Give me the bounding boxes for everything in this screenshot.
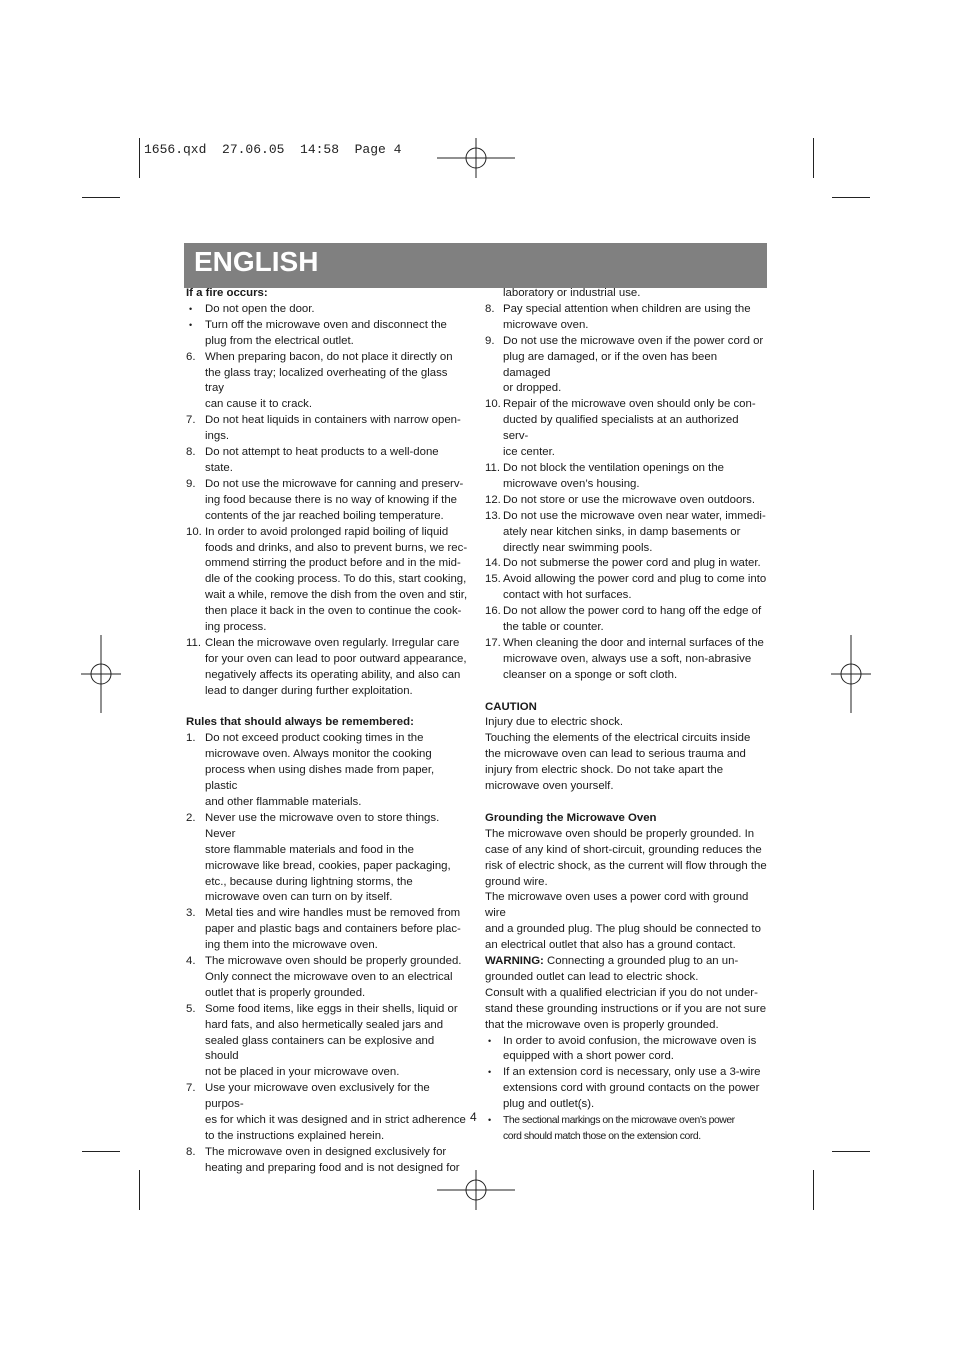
line: Only connect the microwave oven to an electrical	[205, 970, 453, 983]
list-item	[485, 334, 767, 398]
right-column	[485, 286, 767, 1145]
list-item	[485, 461, 767, 493]
line: heating and preparing food and is not designed for	[205, 1161, 460, 1174]
list-item	[186, 811, 468, 906]
line: Repair of the microwave oven should only be con-	[503, 398, 756, 411]
crop-mark	[813, 138, 814, 178]
line: Pay special attention when children are using the	[503, 302, 751, 315]
line: or dropped.	[503, 382, 562, 395]
line: Do not open the door.	[205, 302, 315, 315]
line: lead to danger during further exploitation.	[205, 684, 413, 697]
line: not be placed in your microwave oven.	[205, 1066, 400, 1079]
line: stand these grounding instructions or if you are not sure	[485, 1002, 767, 1015]
line: Never use the microwave oven to store things. Never	[205, 811, 440, 840]
line: the glass tray; localized overheating of the glass tray	[205, 366, 448, 395]
line: injury from electric shock. Do not take apart the	[485, 764, 724, 777]
line: that the microwave oven is properly grounded.	[485, 1018, 719, 1031]
line: an electrical outlet that also has a ground contact.	[485, 939, 736, 952]
item-number: 11.	[485, 461, 500, 474]
list-item	[485, 302, 767, 334]
language-banner	[184, 243, 767, 288]
line: Do not use the microwave oven if the power cord or	[503, 334, 764, 347]
line: contact with hot surfaces.	[503, 589, 632, 602]
crop-mark	[139, 138, 140, 178]
line: equipped with a short power cord.	[503, 1050, 674, 1063]
registration-mark-icon	[437, 138, 517, 178]
bullet-icon: •	[189, 319, 193, 330]
item-number: 10.	[186, 525, 202, 538]
line: microwave oven, always use a soft, non-abrasive	[503, 652, 752, 665]
line: ducted by qualified specialists at an authorized serv-	[503, 414, 739, 443]
line: and other flammable materials.	[205, 795, 362, 808]
crop-mark	[832, 197, 870, 198]
line: Avoid allowing the power cord and plug to come into	[503, 573, 767, 586]
line: risk of electric shock, as the current will flow through the	[485, 859, 767, 872]
line: can cause it to crack.	[205, 398, 312, 411]
line: Some food items, like eggs in their shells, liquid or	[205, 1002, 458, 1015]
line: Turn off the microwave oven and disconnect the	[205, 318, 447, 331]
item-number: 9.	[186, 477, 196, 490]
line: Do not block the ventilation openings on the	[503, 461, 725, 474]
line: The microwave oven should be properly grounded.	[205, 955, 462, 968]
bullet-icon: •	[189, 303, 193, 314]
item-number: 5.	[186, 1002, 196, 1015]
list-item-continuation	[485, 286, 767, 302]
list-item	[485, 1065, 767, 1113]
line: and a grounded plug. The plug should be connected to	[485, 923, 761, 936]
item-number: 7.	[186, 414, 196, 427]
list-item	[186, 413, 468, 445]
line: es for which it was designed and in strict adherence	[205, 1114, 466, 1127]
list-item	[485, 1113, 767, 1145]
line: ing food because there is no way of knowing if the	[205, 493, 458, 506]
item-number: 4.	[186, 955, 196, 968]
line: Use your microwave oven exclusively for the purpos-	[205, 1082, 430, 1111]
line: The microwave oven should be properly grounded. In	[485, 827, 755, 840]
line: ings.	[205, 430, 230, 443]
list-item	[485, 397, 767, 461]
line: ground wire.	[485, 875, 548, 888]
line: When preparing bacon, do not place it directly on	[205, 350, 453, 363]
list-item	[485, 572, 767, 604]
warning-label: WARNING:	[485, 955, 544, 968]
list-item	[186, 477, 468, 525]
rules-heading: Rules that should always be remembered:	[186, 716, 414, 729]
line: store flammable materials and food in the	[205, 843, 414, 856]
list-item	[485, 1034, 767, 1066]
line: The sectional markings on the microwave oven’s power	[503, 1115, 735, 1127]
list-item	[485, 636, 767, 684]
line: then place it back in the oven to continue the cook-	[205, 605, 462, 618]
line: laboratory or industrial use.	[503, 287, 641, 299]
list-item	[186, 731, 468, 811]
fire-heading: If a fire occurs:	[186, 287, 268, 299]
line: ommend stirring the product before and in the mid-	[205, 557, 461, 570]
line: directly near swimming pools.	[503, 541, 653, 554]
item-number: 1.	[186, 732, 196, 745]
line: Do not attempt to heat products to a well-done	[205, 446, 439, 459]
list-item	[186, 525, 468, 636]
bullet-icon: •	[488, 1115, 491, 1126]
banner-title: ENGLISH	[194, 246, 319, 277]
item-number: 3.	[186, 907, 196, 920]
line: The microwave oven uses a power cord with ground wire	[485, 891, 749, 920]
line: Injury due to electric shock.	[485, 716, 624, 729]
line: Do not use the microwave for canning and preserv-	[205, 477, 464, 490]
line: to the instructions explained herein.	[205, 1130, 385, 1143]
list-item	[186, 636, 468, 700]
item-number: 6.	[186, 350, 196, 363]
file-slug: 1656.qxd 27.06.05 14:58 Page 4	[144, 142, 402, 157]
line: paper and plastic bags and containers before plac-	[205, 923, 461, 936]
line: plug and outlet(s).	[503, 1098, 595, 1111]
line: microwave oven. Always monitor the cooking	[205, 748, 432, 761]
line: for your oven can lead to poor outward appearance,	[205, 652, 467, 665]
list-item	[186, 350, 468, 414]
line: microwave oven can turn on by itself.	[205, 891, 393, 904]
line: grounded outlet can lead to electric shock.	[485, 970, 699, 983]
list-item	[485, 509, 767, 557]
line: the table or counter.	[503, 621, 604, 634]
line: etc., because during lightning storms, the	[205, 875, 413, 888]
item-number: 12.	[485, 493, 501, 506]
list-item	[186, 302, 468, 318]
list-item	[485, 556, 767, 572]
line: microwave oven.	[503, 318, 589, 331]
warning-text: Connecting a grounded plug to an un-	[543, 955, 739, 968]
line: process when using dishes made from paper, plastic	[205, 764, 435, 793]
line: The microwave oven in designed exclusively for	[205, 1145, 447, 1158]
line: ing process.	[205, 621, 267, 634]
item-number: 11.	[186, 636, 201, 649]
line: Do not submerse the power cord and plug in water.	[503, 557, 761, 570]
line: microwave oven’s housing.	[503, 477, 640, 490]
item-number: 13.	[485, 509, 501, 522]
line: the microwave oven can lead to serious trauma and	[485, 748, 746, 761]
crop-mark	[82, 1151, 120, 1152]
line: cord should match those on the extension cord.	[503, 1131, 701, 1142]
line: microwave like bread, cookies, paper packaging,	[205, 859, 451, 872]
line: plug from the electrical outlet.	[205, 334, 354, 347]
item-number: 17.	[485, 636, 501, 649]
line: dle of the cooking process. To do this, start cooking,	[205, 573, 467, 586]
list-item	[186, 906, 468, 954]
line: Do not allow the power cord to hang off the edge of	[503, 605, 762, 618]
line: extensions cord with ground contacts on the power	[503, 1082, 760, 1095]
caution-heading: CAUTION	[485, 700, 537, 713]
list-item	[186, 1081, 468, 1145]
left-column	[186, 286, 468, 1177]
item-number: 8.	[186, 446, 196, 459]
page-number: 4	[470, 1110, 477, 1124]
spacer	[186, 700, 468, 716]
line: ately near kitchen sinks, in damp basements or	[503, 525, 741, 538]
list-item	[186, 1145, 468, 1177]
warning-line	[485, 954, 767, 970]
line: contents of the jar reached boiling temperature.	[205, 509, 444, 522]
item-number: 16.	[485, 605, 501, 618]
registration-mark-icon	[81, 635, 121, 713]
line: case of any kind of short-circuit, grounding reduces the	[485, 843, 762, 856]
line: If an extension cord is necessary, only use a 3-wire	[503, 1066, 761, 1079]
registration-mark-icon	[831, 635, 871, 713]
line: In order to avoid prolonged rapid boiling of liquid	[205, 525, 449, 538]
line: negatively affects its operating ability, and also can	[205, 668, 461, 681]
line: outlet that is properly grounded.	[205, 986, 366, 999]
spacer	[485, 795, 767, 811]
line: state.	[205, 461, 233, 474]
list-item	[485, 493, 767, 509]
spacer	[485, 684, 767, 700]
crop-mark	[813, 1170, 814, 1210]
line: Do not exceed product cooking times in the	[205, 732, 424, 745]
grounding-heading: Grounding the Microwave Oven	[485, 811, 657, 824]
fire-bullets	[186, 302, 468, 350]
crop-mark	[832, 1151, 870, 1152]
line: wait a while, remove the dish from the oven and stir,	[205, 589, 468, 602]
line: Metal ties and wire handles must be removed from	[205, 907, 461, 920]
list-item	[485, 604, 767, 636]
list-item	[186, 1002, 468, 1082]
line: Do not use the microwave oven near water, immedi-	[503, 509, 766, 522]
item-number: 15.	[485, 573, 501, 586]
item-number: 10.	[485, 398, 501, 411]
item-number: 14.	[485, 557, 501, 570]
item-number: 8.	[186, 1145, 196, 1158]
line: foods and drinks, and also to prevent burns, we rec-	[205, 541, 468, 554]
item-number: 2.	[186, 811, 196, 824]
line: ing them into the microwave oven.	[205, 939, 378, 952]
item-number: 8.	[485, 302, 495, 315]
line: Do not heat liquids in containers with narrow open-	[205, 414, 461, 427]
bullet-icon: •	[488, 1035, 492, 1046]
bullet-icon: •	[488, 1067, 492, 1078]
crop-mark	[139, 1170, 140, 1210]
line: Consult with a qualified electrician if you do not under-	[485, 986, 758, 999]
line: cleanser on a sponge or soft cloth.	[503, 668, 678, 681]
line: In order to avoid confusion, the microwave oven is	[503, 1034, 757, 1047]
line: ice center.	[503, 446, 555, 459]
list-item	[186, 445, 468, 477]
item-number: 7.	[186, 1082, 196, 1095]
line: Touching the elements of the electrical circuits inside	[485, 732, 751, 745]
line: plug are damaged, or if the oven has been damaged	[503, 350, 718, 379]
line: Do not store or use the microwave oven outdoors.	[503, 493, 755, 506]
line: hard fats, and also hermetically sealed jars and	[205, 1018, 444, 1031]
list-item	[186, 318, 468, 350]
line: sealed glass containers can be explosive and should	[205, 1034, 435, 1063]
line: Clean the microwave oven regularly. Irregular care	[205, 636, 460, 649]
list-item	[186, 954, 468, 1002]
line: When cleaning the door and internal surfaces of the	[503, 636, 764, 649]
line: microwave oven yourself.	[485, 780, 614, 793]
item-number: 9.	[485, 334, 495, 347]
crop-mark	[82, 197, 120, 198]
